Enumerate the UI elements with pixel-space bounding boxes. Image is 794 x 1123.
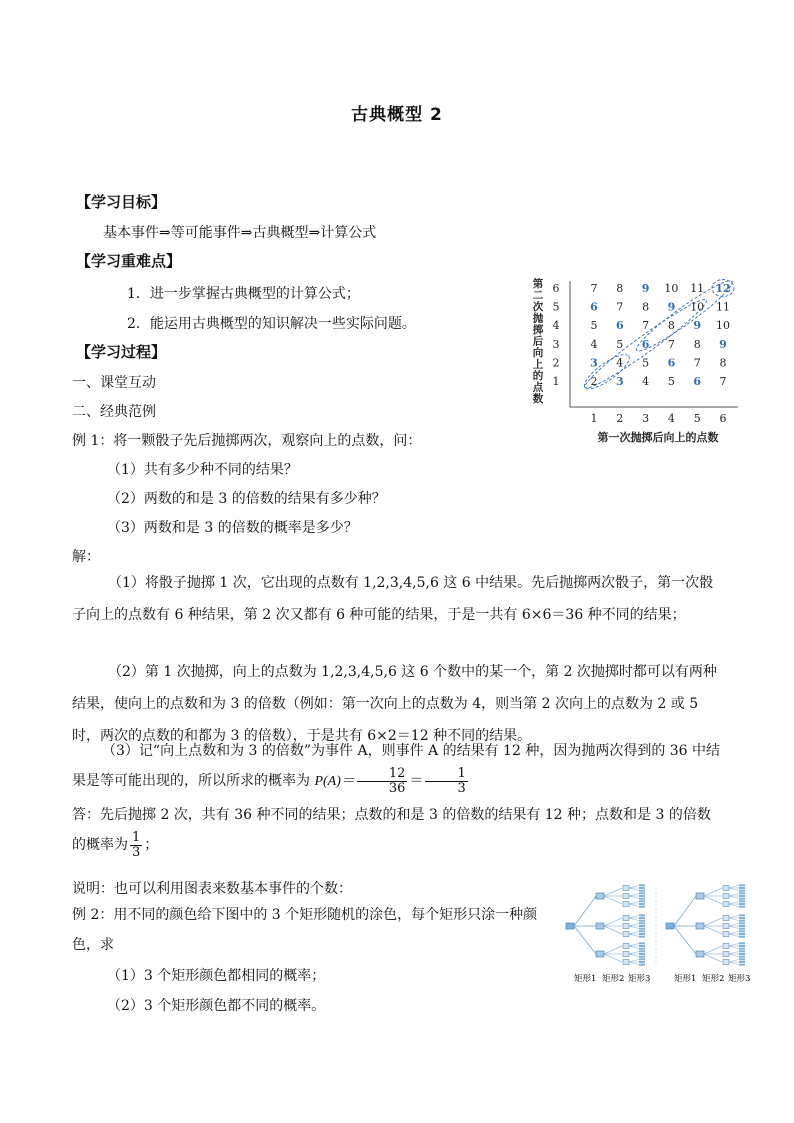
x-tick: 2 [616,412,624,425]
ylabel-char: 次 [532,301,544,313]
tree-node [723,924,729,929]
example2-q1: （1）3 个矩形颜色都相同的概率； [107,968,326,984]
x-tick: 4 [667,412,675,425]
key-header: 【学习重难点】 [76,252,182,270]
tree-edge [629,946,639,949]
key-point-2: 2．能运用古典概型的知识解决一些实际问题。 [127,316,416,332]
example1-q3: （3）两数和是 3 的倍数的概率是多少？ [107,520,358,536]
dice-sum-cell: 4 [590,337,598,351]
fraction-1-3 [425,767,467,796]
fraction-1-3-answer [130,831,142,860]
dice-sum-cell: 2 [590,375,598,388]
tree-edge [604,918,622,926]
dice-sum-cell: 9 [693,319,702,333]
tree-edge [604,954,622,962]
dice-sum-cell: 6 [590,300,598,314]
tree-leaf [639,950,645,952]
tree-edge [629,959,639,962]
process-header: 【学习过程】 [76,343,167,361]
x-tick: 3 [642,412,650,425]
y-tick: 3 [552,337,560,351]
dice-sum-cell: 5 [590,319,598,333]
tree-edge [729,918,739,921]
dice-sum-cell: 7 [590,282,598,295]
fraction-12-36 [357,767,408,796]
tree-edge [629,888,639,891]
fraction-numerator: 12 [357,767,408,782]
tree-edge [629,904,639,907]
tree-edge [729,896,739,899]
tree-leaf [739,958,745,960]
probability-formula: P(A)＝ [314,774,355,789]
tree-edge [629,931,639,934]
tree-edge [604,896,622,904]
fraction-denominator: 36 [388,780,406,796]
tree-edge [729,954,739,957]
tree-edge [574,896,596,926]
x-tick: 1 [590,412,598,425]
tree-edge [704,954,722,962]
tree-leaf [739,920,745,922]
equals-sign: ＝ [409,773,424,789]
dice-sum-cell: 8 [642,300,650,314]
tree-leaf [739,956,745,958]
tree-leaf [639,928,645,930]
ylabel-char: 数 [532,393,544,405]
example1-q2: （2）两数的和是 3 的倍数的结果有多少种？ [107,491,386,507]
tree2-label-2: 矩形2 [702,974,725,984]
key-point-1: 1．进一步掌握古典概型的计算公式； [127,286,360,302]
tree-leaf [739,945,745,947]
tree-node [566,923,574,929]
ylabel-char: 的 [532,370,544,382]
dice-sum-cell: 4 [642,375,650,388]
tree-node [623,944,629,949]
fraction-denominator: 3 [132,844,141,860]
tree-leaf [739,964,745,966]
solution-part2: （2）第 1 次抛掷，向上的点数为 1,2,3,4,5,6 这 6 个数中的某一个，第 2 次抛掷时都可以有两种结果，使向上的点数和为 3 的倍数（例如：第一次向上的点数为 4，则当第 2 次向上的点数为 2 或 5 时，两次的点数的和都为 3 的倍数），于是共有 6×2＝12 种不同的结果。 [72,664,717,744]
part-2: 二、经典范例 [72,404,156,420]
dice-sum-cell: 7 [642,319,650,333]
tree-leaf [739,950,745,952]
part-1: 一、课堂互动 [72,375,156,391]
ylabel-char: 向 [532,347,544,359]
ylabel-char: 第 [532,278,544,290]
ylabel-char: 上 [532,358,544,371]
example1-q1: （1）共有多少种不同的结果？ [107,462,298,478]
dice-sum-cell: 3 [615,375,624,388]
y-tick: 4 [552,319,560,333]
dice-chart-yticks [553,282,560,388]
tree-node [623,894,629,899]
dice-sum-cell: 4 [616,356,624,370]
tree-node [623,932,629,937]
answer-text: 答：先后抛掷 2 次，共有 36 种不同的结果；点数的和是 3 的倍数的结果有 12 种；点数和是 3 的倍数的概率为 [72,807,711,853]
tree-node [696,951,704,957]
tree-edge [629,896,639,899]
dice-sum-cell: 3 [590,356,598,370]
tree-diagram-1 [566,884,645,965]
dice-sum-cell: 11 [716,300,730,314]
tree-edge [704,888,722,896]
tree-node [723,916,729,921]
dice-sum-cell: 6 [667,356,676,370]
tree-node [596,923,604,929]
tree-leaf [639,953,645,955]
dice-sum-chart [528,275,748,450]
tree-diagrams [556,878,756,990]
dice-sum-cell: 7 [667,337,675,351]
tree2-label-3: 矩形3 [728,974,751,984]
tree-node [723,960,729,965]
tree2-label-1: 矩形1 [674,974,697,984]
tree-leaf [639,920,645,922]
y-tick: 2 [552,356,560,370]
dice-sum-cell: 6 [641,337,650,351]
tree-leaf [639,914,645,916]
tree-leaf [739,942,745,944]
tree-node [623,886,629,891]
tree-leaf [739,900,745,902]
dice-sum-cell: 5 [642,356,650,370]
tree-edge [629,954,639,957]
dice-sum-cell: 12 [715,282,731,295]
tree-edge [729,904,739,907]
tree-leaf [739,898,745,900]
tree-leaf [639,942,645,944]
tree-edge [729,901,739,904]
tree-node [723,952,729,957]
tree-leaf [739,953,745,955]
y-tick: 1 [552,375,560,388]
tree-leaf [639,906,645,908]
tree-edge [704,896,722,904]
solution-part3-text: （3）记“向上点数和为 3 的倍数”为事件 A，则事件 A 的结果有 12 种，因为抛两次得到的 36 中结果是等可能出现的，所以所求的概率为 [72,743,721,789]
dice-sum-cell: 9 [641,282,650,295]
tree-edge [629,962,639,965]
tree-edge [574,926,596,954]
tree-leaf [639,900,645,902]
dice-sum-cell: 8 [693,337,701,351]
tree-leaf [739,887,745,889]
example2-question: 例 2：用不同的颜色给下图中的 3 个矩形随机的涂色，每个矩形只涂一种颜色，求 [72,907,538,953]
tree-leaf [739,922,745,924]
tree-leaf [639,898,645,900]
tree1-label-3: 矩形3 [628,974,651,984]
dice-sum-cell: 8 [719,356,727,370]
dice-sum-cell: 5 [616,337,624,351]
tree-node [723,894,729,899]
tree-leaf [739,948,745,950]
tree-leaf [639,961,645,963]
tree-leaf [639,958,645,960]
tree-node [623,916,629,921]
x-tick: 5 [693,412,701,425]
tree-leaf [639,922,645,924]
dice-sum-cell: 6 [615,319,624,333]
tree-node [723,902,729,907]
fraction-numerator: 1 [425,767,467,782]
tree-leaf [639,903,645,905]
tree-node [596,951,604,957]
tree-edge [729,923,739,926]
tree-edge [629,926,639,929]
sum-oval [580,349,634,394]
ylabel-char: 二 [532,289,544,302]
tree-leaf [639,895,645,897]
tree-leaf [639,884,645,886]
fraction-numerator: 1 [132,829,141,845]
tree-node [623,952,629,957]
tree-edge [629,901,639,904]
tree-edge [729,951,739,954]
tree-node [623,902,629,907]
tree-edge [604,888,622,896]
tree-edge [604,946,622,954]
note: 说明：也可以利用图表来数基本事件的个数： [72,881,352,897]
dice-chart-ovals [580,275,737,394]
dice-sum-cell: 8 [667,319,675,333]
tree-leaf [639,917,645,919]
tree-leaf [739,895,745,897]
tree-edge [729,888,739,891]
tree-edge [674,896,696,926]
fraction-denominator: 3 [457,780,466,796]
dice-chart-grid [590,282,730,388]
tree-edge [704,918,722,926]
tree-leaf [739,917,745,919]
tree-leaf [639,945,645,947]
tree-leaf [739,936,745,938]
tree-edge [729,885,739,888]
tree-node [696,893,704,899]
page-title: 古典概型 2 [351,105,443,125]
y-tick: 6 [552,282,560,295]
tree-leaf [639,956,645,958]
tree-edge [729,934,739,937]
dice-sum-cell: 9 [719,337,727,351]
dice-sum-cell: 8 [616,282,624,295]
dice-chart-xticks [591,412,727,425]
tree-edge [629,915,639,918]
dice-sum-cell: 6 [693,375,702,388]
dice-sum-cell: 11 [690,282,705,295]
tree-node [723,932,729,937]
tree-edge [629,885,639,888]
tree-leaf [739,933,745,935]
ylabel-char: 抛 [532,312,544,325]
dice-chart-xlabel: 第一次抛掷后向上的点数 [597,431,719,444]
tree-leaf [739,914,745,916]
tree-leaf [639,933,645,935]
solution-part1: （1）将骰子抛掷 1 次，它出现的点数有 1,2,3,4,5,6 这 6 中结果。先后抛掷两次骰子，第一次骰子向上的点数有 6 种结果，第 2 次又都有 6 种可能的结果，于是一共有 6×6＝36 种不同的结果； [72,575,714,623]
tree-edge [704,946,722,954]
tree-leaf [639,964,645,966]
tree-edge [729,943,739,946]
tree-leaf [639,930,645,932]
tree-leaf [739,884,745,886]
example2-q2: （2）3 个矩形颜色都不同的概率。 [107,998,326,1014]
tree-leaf [739,890,745,892]
tree-diagram-2 [666,884,745,965]
ylabel-char: 掷 [532,324,544,336]
y-tick: 5 [552,300,560,314]
tree-leaf [739,961,745,963]
tree-edge [629,893,639,896]
solution-part3 [72,736,722,797]
tree1-label-2: 矩形2 [602,974,625,984]
tree-edge [629,923,639,926]
tree-node [666,923,674,929]
tree-node [623,960,629,965]
dice-sum-cell: 7 [719,375,727,388]
tree-node [723,886,729,891]
dice-sum-cell: 7 [616,300,624,314]
tree-edge [729,926,739,929]
tree-edge [729,962,739,965]
tree1-label-1: 矩形1 [574,974,597,984]
dice-sum-cell: 5 [667,375,675,388]
goals-text: 基本事件⇒等可能事件⇒古典概型⇒计算公式 [103,225,377,241]
dice-sum-cell: 10 [716,319,730,333]
dice-sum-cell: 7 [693,356,701,370]
tree-leaf [639,925,645,927]
tree-edge [629,943,639,946]
tree-leaf [639,890,645,892]
tree-edge [604,926,622,934]
tree-edge [729,893,739,896]
dice-sum-cell: 9 [667,300,676,314]
answer [72,800,722,860]
tree-node [623,924,629,929]
tree-node [696,923,704,929]
tree-edge [629,951,639,954]
tree-edge [629,934,639,937]
tree-leaf [639,887,645,889]
tree-edge [729,915,739,918]
tree-node [723,944,729,949]
dice-chart-ylabel [532,277,544,405]
tree-node [596,893,604,899]
tree-leaf [739,906,745,908]
x-tick: 6 [719,412,727,425]
tree-leaf [739,903,745,905]
tree-edge [704,926,722,934]
goals-header: 【学习目标】 [76,193,167,211]
dice-sum-cell: 10 [690,300,705,314]
tree-leaf [739,928,745,930]
tree-leaf [639,936,645,938]
solution-label: 解： [72,549,100,565]
tree-edge [729,931,739,934]
tree-edge [674,926,696,954]
tree-leaf [639,948,645,950]
tree-leaf [739,925,745,927]
tree-edge [729,959,739,962]
dice-sum-cell: 10 [664,282,679,295]
tree-leaf [739,892,745,894]
ylabel-char: 点 [532,381,544,394]
tree-leaf [639,892,645,894]
tree-edge [729,946,739,949]
tree-leaf [739,930,745,932]
tree-edge [629,918,639,921]
example1-question: 例 1：将一颗骰子先后抛掷两次，观察向上的点数，问： [72,433,422,449]
answer-end: ； [144,837,159,853]
ylabel-char: 后 [532,335,544,348]
